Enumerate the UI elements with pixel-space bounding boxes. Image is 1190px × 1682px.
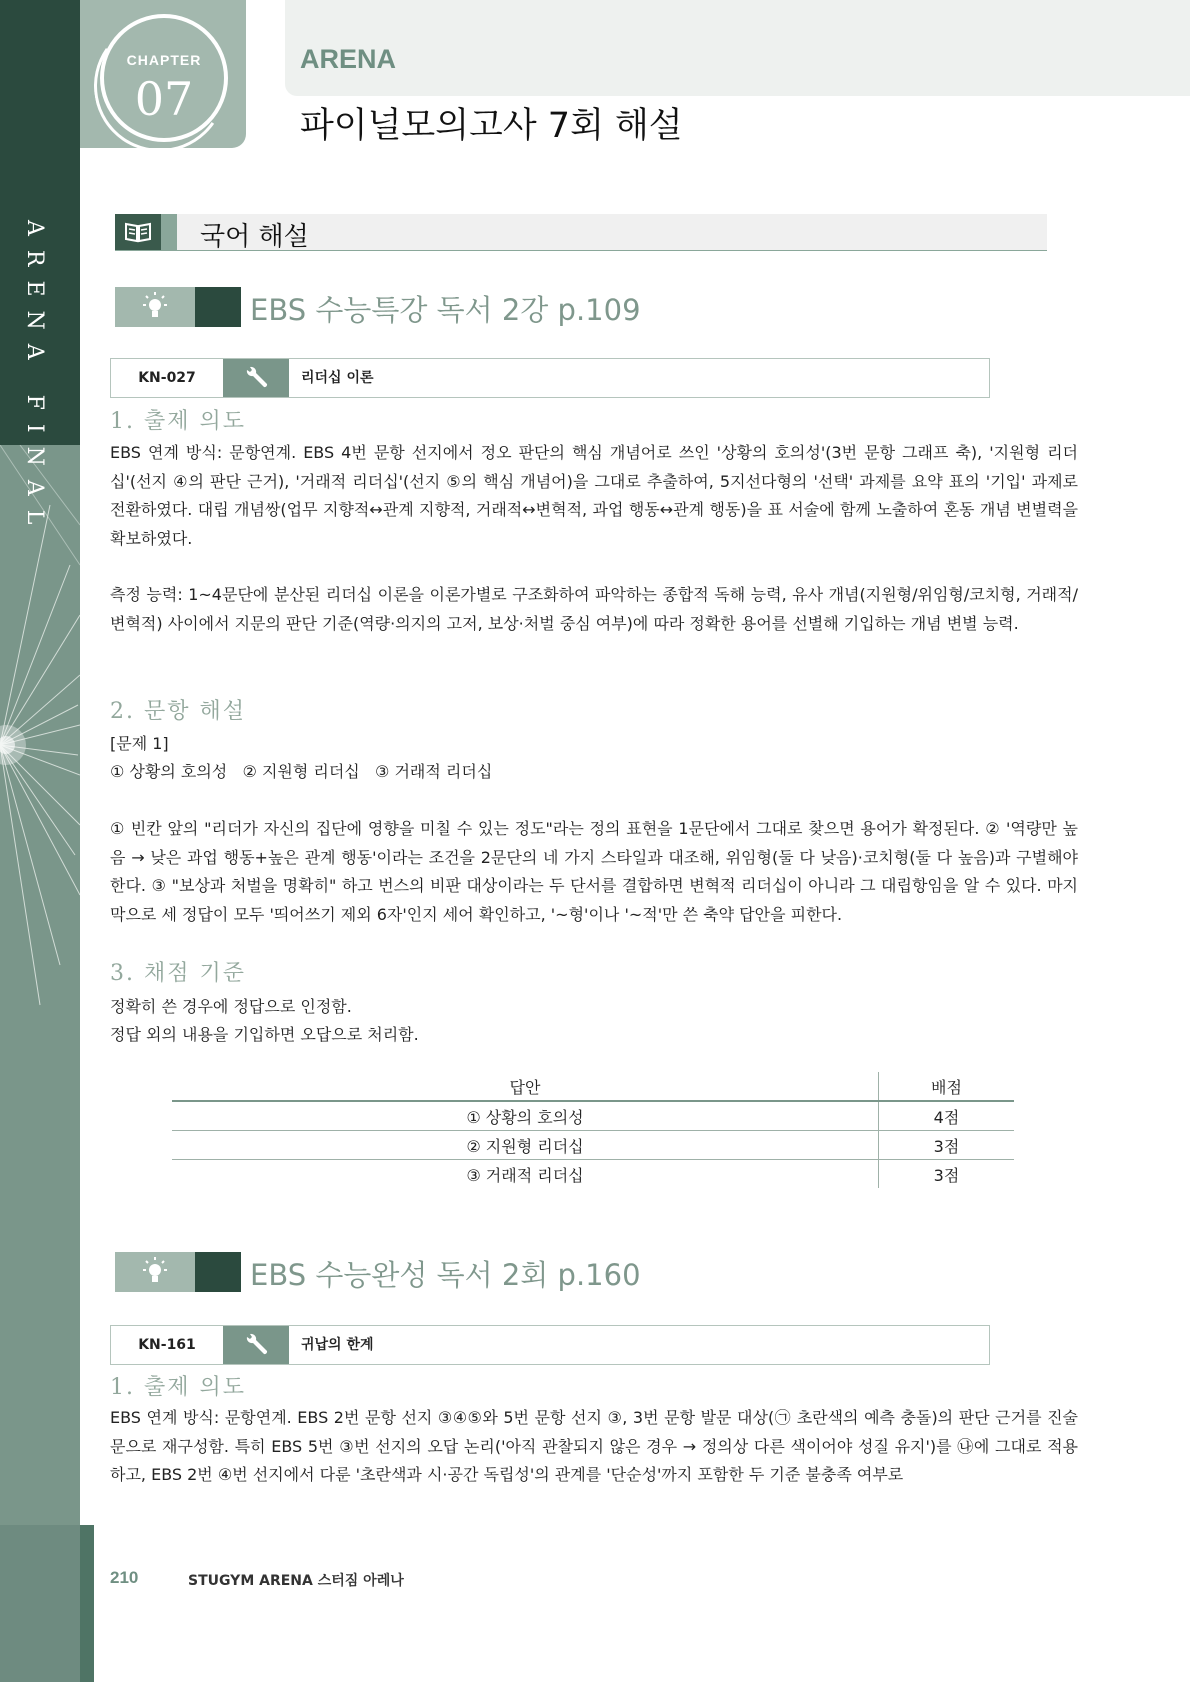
heading-grading: 3. 채점 기준: [110, 961, 246, 986]
table-cell-score: 3점: [933, 1165, 960, 1185]
grading-line-1: 정확히 쓴 경우에 정답으로 인정함.: [110, 997, 352, 1016]
subject-accent: [161, 214, 177, 250]
table-header-row: [172, 1072, 1014, 1101]
answers-line: ① 상황의 호의성 ② 지원형 리더십 ③ 거래적 리더십: [110, 762, 493, 781]
table-row: [172, 1160, 1014, 1189]
grading-line-2: 정답 외의 내용을 기입하면 오답으로 처리함.: [110, 1025, 419, 1044]
heading-intent: 1. 출제 의도: [110, 409, 246, 434]
lightbulb-icon: [115, 287, 195, 327]
heading-intent: 1. 출제 의도: [110, 1375, 246, 1400]
intent-paragraph-2: 측정 능력: 1~4문단에 분산된 리더십 이론을 이론가별로 구조화하여 파악하는 종합적 독해 능력, 유사 개념(지원형/위임형/코치형, 거래적/변혁적) 사이에서 지문의 판단 기준(역량·의지의 고저, 보상·처벌 중심 여부)에 따라 정확한 용어를 선별해 기입하는 개념 변별 능력.: [110, 585, 1078, 633]
explanation-paragraph: ① 빈칸 앞의 "리더가 자신의 집단에 영향을 미칠 수 있는 정도"라는 정의 표현을 1문단에서 그대로 찾으면 용어가 확정된다. ② '역량만 높음 → 낮은 과업 행동+높은 관계 행동'이라는 조건을 2문단의 네 가지 스타일과 대조해, 위임형(둘 다 낮음)·코치형(둘 다 높음)과 구별해야 한다. ③ "보상과 처벌을 명확히" 하고 번스의 비판 대상이라는 두 단서를 결합하면 변혁적 리더십이 아니라 그 대립항임을 알 수 있다. 마지막으로 세 정답이 모두 '띄어쓰기 제외 6자'인지 세어 확인하고, '~형'이나 '~적'만 쓴 축약 답안을 피한다.: [110, 819, 1078, 924]
sidebar-vertical-text: ARENA FINAL: [22, 220, 47, 539]
table-cell-answer: ③ 거래적 리더십: [172, 1160, 879, 1189]
table-header-score: 배점: [879, 1072, 1015, 1101]
table-cell-answer: ① 상황의 호의성: [172, 1101, 879, 1131]
table-row: [172, 1101, 1014, 1131]
lightbulb-icon: [115, 1252, 195, 1292]
question-topic: 리더십 이론: [301, 370, 374, 386]
question-code: KN-161: [138, 1337, 196, 1353]
code-box: [110, 358, 990, 398]
book-icon: [115, 214, 161, 250]
page-number: 210: [110, 1568, 139, 1587]
question-code: KN-027: [138, 370, 196, 386]
wrench-icon: [223, 1326, 289, 1364]
code-box: [110, 1325, 990, 1365]
table-row: [172, 1131, 1014, 1160]
section-title-accent: [195, 1252, 241, 1292]
page-title: 파이널모의고사 7회 해설: [300, 106, 683, 146]
table-cell-answer: ② 지원형 리더십: [172, 1131, 879, 1160]
subject-bar: [115, 214, 1047, 251]
table-cell-score: 4점: [879, 1101, 1015, 1131]
burst-graphic: [0, 445, 80, 1525]
section-title: EBS 수능특강 독서 2강 p.109: [250, 293, 641, 327]
wrench-icon: [223, 359, 289, 397]
intent-paragraph-1: EBS 연계 방식: 문항연계. EBS 2번 문항 선지 ③④⑤와 5번 문항 선지 ③, 3번 문항 발문 대상(㉠ 초란색의 예측 충돌)의 판단 근거를 진술문으로 재구성함. 특히 EBS 5번 ③번 선지의 오답 논리('아직 관찰되지 않은 경우 → 정의상 다른 색이어야 성질 유지')를 ㉯에 그대로 적용하고, EBS 2번 ④번 선지에서 다룬 '초란색과 시·공간 독립성'의 관계를 '단순성'까지 포함한 두 기준 불충족 여부로: [110, 1408, 1078, 1484]
table-header-answer: 답안: [172, 1072, 879, 1101]
intent-paragraph-1: EBS 연계 방식: 문항연계. EBS 4번 문항 선지에서 정오 판단의 핵심 개념어로 쓰인 '상황의 호의성'(3번 문항 그래프 축), '지원형 리더십'(선지 ④의 판단 근거), '거래적 리더십'(선지 ⑤의 핵심 개념어)을 그대로 추출하여, 5지선다형의 '선택' 과제를 요약 표의 '기입' 과제로 전환하였다. 대립 개념쌍(업무 지향적↔관계 지향적, 거래적↔변혁적, 과업 행동↔관계 행동)을 표 서술에 함께 노출하여 혼동 개념 변별력을 확보하였다.: [110, 443, 1078, 548]
question-topic: 귀납의 한계: [301, 1337, 374, 1353]
table-cell-score: 3점: [879, 1131, 1015, 1160]
sidebar-stripe: [80, 1525, 94, 1682]
section-title: EBS 수능완성 독서 2회 p.160: [250, 1258, 641, 1292]
subject-title: 국어 해설: [200, 222, 309, 252]
header-arena-label: ARENA: [300, 44, 397, 74]
heading-explanation: 2. 문항 해설: [110, 699, 246, 724]
sidebar: [0, 0, 80, 1682]
question-label: [문제 1]: [110, 734, 169, 753]
sidebar-lower-block: [0, 1525, 80, 1682]
header-bar: [285, 0, 1190, 96]
chapter-label: CHAPTER: [126, 52, 202, 68]
chapter-number: 07: [134, 72, 194, 126]
scoring-table: [172, 1072, 1014, 1188]
footer-brand: STUGYM ARENA 스터짐 아레나: [188, 1573, 404, 1589]
section-title-accent: [195, 287, 241, 327]
